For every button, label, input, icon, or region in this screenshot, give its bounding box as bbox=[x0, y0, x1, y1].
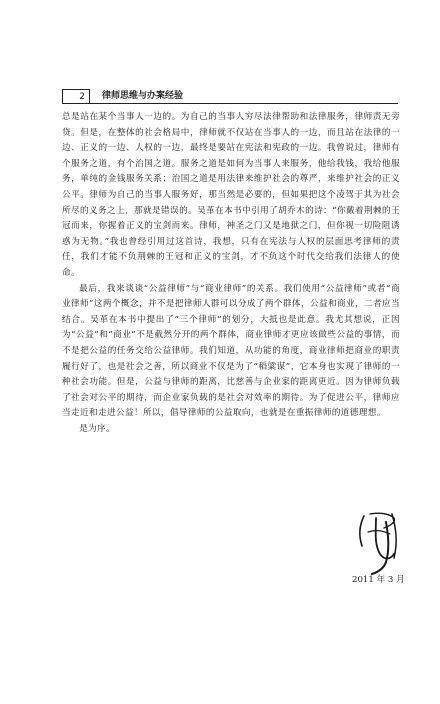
handwritten-signature bbox=[350, 508, 410, 578]
paragraph-public-vs-commercial: 最后，我来谈谈“公益律师”与“商业律师”的关系。我们使用“公益律师”或者“商业律师”这两个概念，并不是把律师人群可以分成了两个群体，公益和商业，二者应当结合。吴革在本书中提出了“三个律师”的划分，大抵也是此意。我尤其想说，正因为“公益”和“商业”不是截然分开的两个群体，商业律师才更应该做些公益的事情，而不是把公益的任务交给公益律师。我们知道，从功能的角度，商业律师把商业的职责履行好了，也是社会之善，所以商业不仅是为了“稻粱谋”，它本身也实现了律师的一种社会功能。但是，公益与律师的距离，比慈善与企业家的距离更近。因为律师负载了社会对公平的期待，而企业家负载的是社会对效率的期待。为了促进公平，律师应当走近和走进公益！所以，倡导律师的公益取向，也就是在重振律师的道德理想。 bbox=[62, 283, 400, 419]
running-title: 律师思维与办案经验 bbox=[102, 91, 184, 101]
page-number: 2 bbox=[62, 89, 90, 103]
running-header bbox=[62, 89, 398, 104]
date-line: 2011 年 3 月 bbox=[352, 575, 405, 585]
paragraph-continuation: 总是站在某个当事人一边的。为自己的当事人穷尽法律帮助和法律服务，律师责无旁贷。但是，在整体的社会格局中，律师就不仅站在当事人的一边，而且站在法律的一边、正义的一边、人权的一边，最终是要站在宪法和宪政的一边。我曾说过，律师有个服务之道，有个治国之道。服务之道是如何为当事人来服务，他给我钱，我给他服务，单纯的金钱服务关系；治国之道是用法律来维护社会的尊严，来维护社会的正义公平。律师为自己的当事人服务好，那当然是必要的，但如果把这个凌驾于其为社会所尽的义务之上，那就是错误的。吴革在本书中引用了胡乔木的诗：“你戴着荆棘的王冠而来，你握着正义的宝剑而来。律师，神圣之门又是地狱之门，但你视一切险阻诱惑为无物。”我也曾经引用过这首诗，我想，只有在宪法与人权的层面思考律师的责任，我们才能不负荆棘的王冠和正义的宝剑，才不负这个时代交给我们法律人的使命。 bbox=[62, 112, 400, 278]
paragraph-closing: 是为序。 bbox=[79, 423, 116, 434]
preface-body bbox=[62, 110, 400, 437]
